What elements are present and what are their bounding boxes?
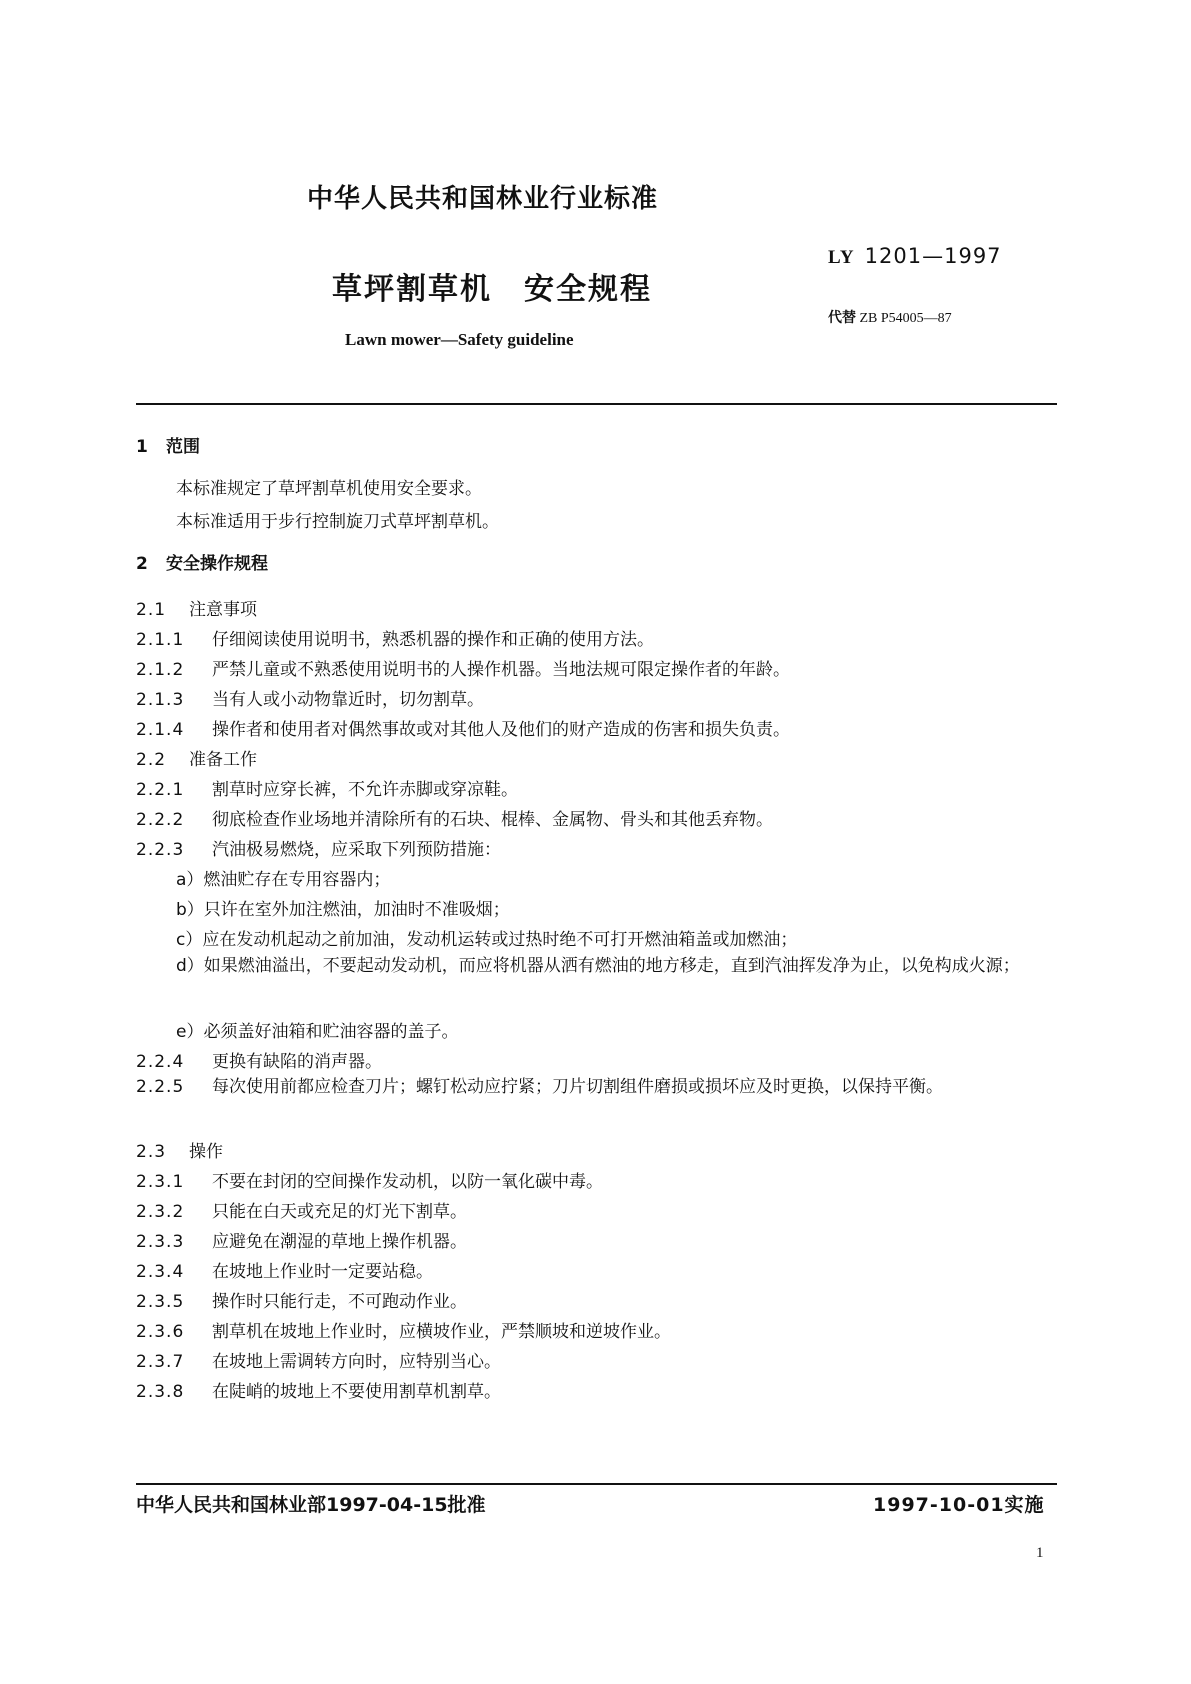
list-item-a: a）燃油贮存在专用容器内； [176, 870, 391, 890]
list-item-d: d）如果燃油溢出，不要起动发动机，而应将机器从洒有燃油的地方移走，直到汽油挥发净为止，以免构成火源； [176, 956, 1020, 976]
effective-date: 1997-10-01实施 [873, 1494, 1045, 1516]
standard-code-prefix: LY [828, 247, 855, 268]
standard-code [828, 244, 1002, 269]
paragraph: 本标准规定了草坪割草机使用安全要求。 [176, 479, 482, 499]
clause: 2.2.3 汽油极易燃烧，应采取下列预防措施： [136, 840, 501, 860]
clause: 2.3.2 只能在白天或充足的灯光下割草。 [136, 1202, 467, 1222]
list-item-b: b）只许在室外加注燃油，加油时不准吸烟； [176, 900, 510, 920]
clause: 2.1.2 严禁儿童或不熟悉使用说明书的人操作机器。当地法规可限定操作者的年龄。 [136, 660, 790, 680]
standard-category-title: 中华人民共和国林业行业标准 [307, 184, 659, 214]
section-2-heading [136, 549, 268, 574]
document-title: 草坪割草机 安全规程 [332, 272, 652, 307]
subsection-2-1-heading [136, 595, 257, 620]
clause-title: 操作 [189, 1142, 223, 1162]
paragraph: 本标准适用于步行控制旋刀式草坪割草机。 [176, 512, 499, 532]
list-item-e: e）必须盖好油箱和贮油容器的盖子。 [176, 1022, 459, 1042]
clause: 2.2.1 割草时应穿长裤，不允许赤脚或穿凉鞋。 [136, 780, 518, 800]
header-divider [136, 403, 1057, 405]
document-title-english: Lawn mower—Safety guideline [345, 330, 574, 349]
section-1-heading [136, 432, 200, 457]
section-number: 1 [136, 437, 148, 457]
clause-number: 2.1 [136, 600, 167, 620]
clause: 2.3.1 不要在封闭的空间操作发动机，以防一氧化碳中毒。 [136, 1172, 603, 1192]
footer-divider [136, 1483, 1057, 1485]
clause: 2.3.8 在陡峭的坡地上不要使用割草机割草。 [136, 1382, 501, 1402]
clause: 2.3.6 割草机在坡地上作业时，应横坡作业，严禁顺坡和逆坡作业。 [136, 1322, 671, 1342]
clause-number: 2.2 [136, 750, 167, 770]
replaces-code: ZB P54005—87 [859, 311, 952, 326]
clause: 2.2.2 彻底检查作业场地并清除所有的石块、棍棒、金属物、骨头和其他丢弃物。 [136, 810, 773, 830]
clause: 2.2.4 更换有缺陷的消声器。 [136, 1052, 382, 1072]
replaces-prefix: 代替 [828, 310, 856, 326]
clause: 2.2.5 每次使用前都应检查刀片；螺钉松动应拧紧；刀片切割组件磨损或损坏应及时更换，以保持平衡。 [136, 1077, 943, 1097]
list-item-c: c）应在发动机起动之前加油，发动机运转或过热时绝不可打开燃油箱盖或加燃油； [176, 930, 798, 950]
subsection-2-2-heading [136, 745, 257, 770]
clause: 2.3.3 应避免在潮湿的草地上操作机器。 [136, 1232, 467, 1252]
clause: 2.3.5 操作时只能行走，不可跑动作业。 [136, 1292, 467, 1312]
clause-number: 2.3 [136, 1142, 167, 1162]
approval-statement: 中华人民共和国林业部1997-04-15批准 [136, 1494, 486, 1516]
clause-title: 注意事项 [189, 600, 257, 620]
clause: 2.1.1 仔细阅读使用说明书，熟悉机器的操作和正确的使用方法。 [136, 630, 654, 650]
clause: 2.3.4 在坡地上作业时一定要站稳。 [136, 1262, 433, 1282]
clause-title: 准备工作 [189, 750, 257, 770]
standard-code-number: 1201—1997 [864, 244, 1002, 268]
clause: 2.1.4 操作者和使用者对偶然事故或对其他人及他们的财产造成的伤害和损失负责。 [136, 720, 790, 740]
subsection-2-3-heading [136, 1137, 223, 1162]
replaces-standard [828, 307, 952, 327]
clause: 2.3.7 在坡地上需调转方向时，应特别当心。 [136, 1352, 501, 1372]
section-number: 2 [136, 554, 148, 574]
clause: 2.1.3 当有人或小动物靠近时，切勿割草。 [136, 690, 484, 710]
section-title: 安全操作规程 [166, 554, 268, 574]
section-title: 范围 [166, 437, 200, 457]
page-number: 1 [1036, 1545, 1044, 1561]
